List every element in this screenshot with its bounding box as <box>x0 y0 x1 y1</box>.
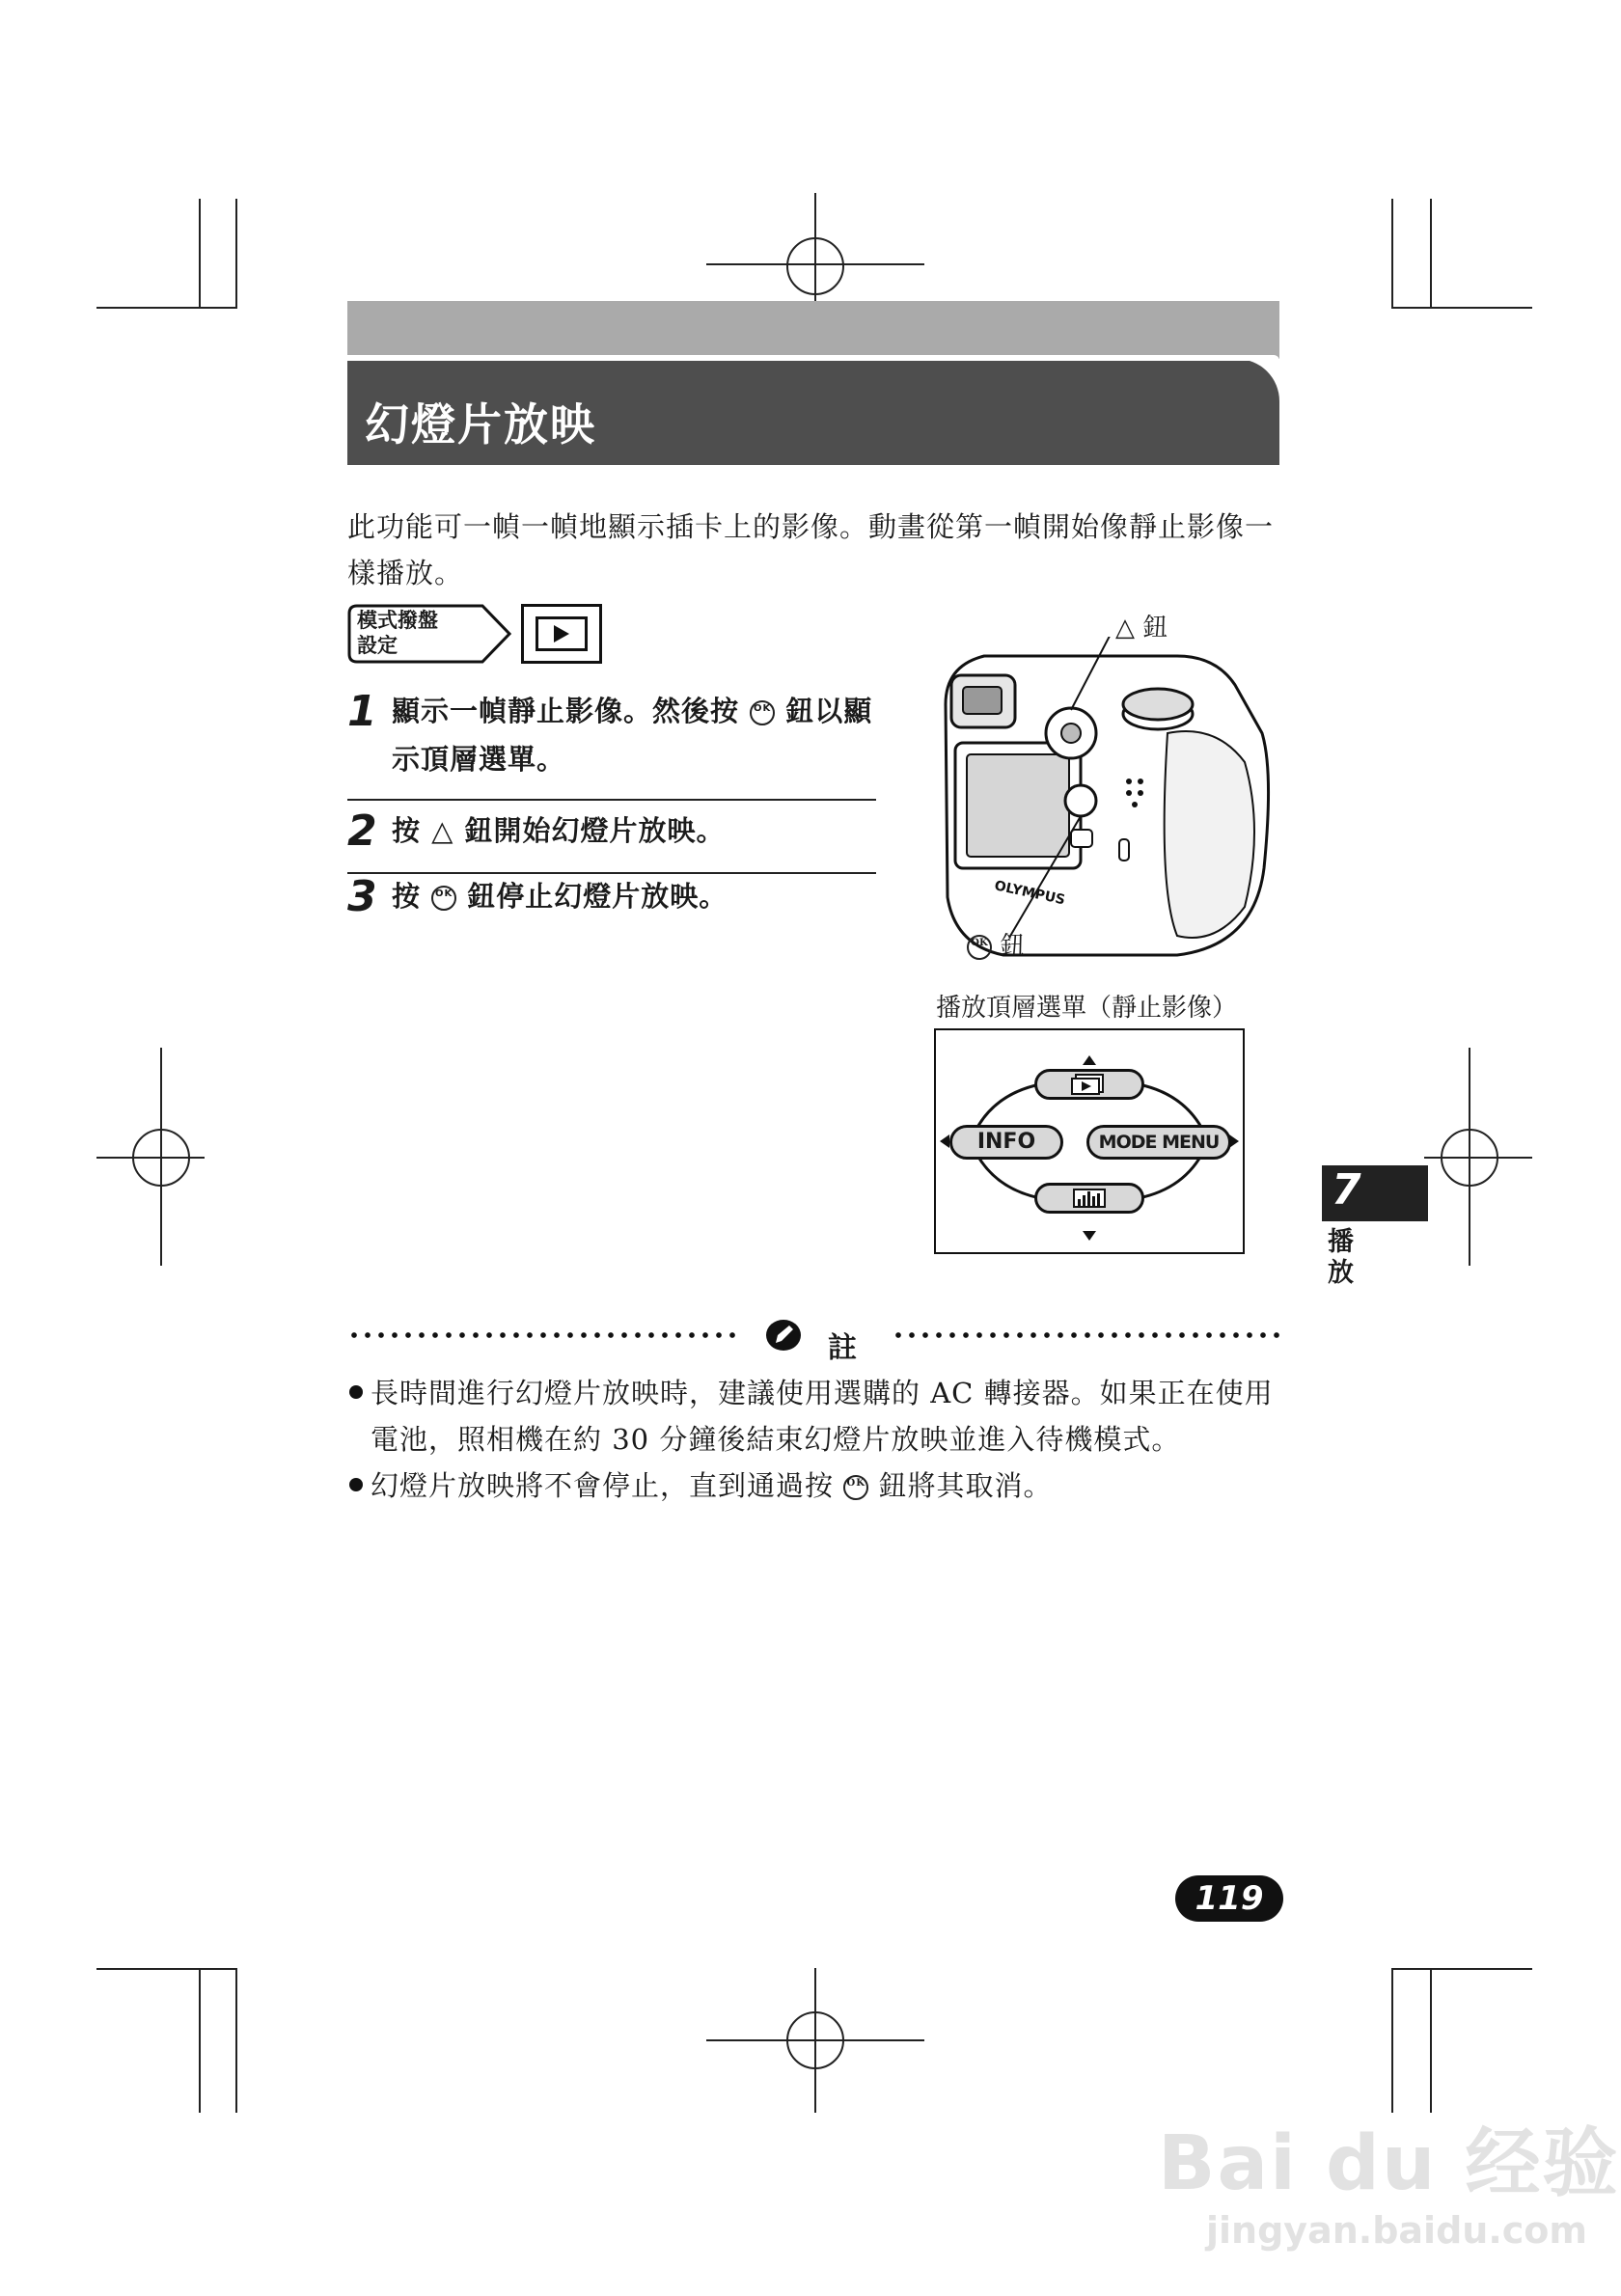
chapter-name: 播放 <box>1328 1227 1354 1288</box>
step-3-text: 按 OK 鈕停止幻燈片放映。 <box>392 880 728 913</box>
note-title: 註 <box>828 1331 857 1365</box>
mode-dial-label: 模式撥盤設定 <box>357 609 438 657</box>
info-menu-item: INFO <box>949 1125 1063 1160</box>
title-band-top <box>347 301 1279 359</box>
slideshow-icon <box>1034 1069 1144 1100</box>
note-divider-left <box>347 1331 743 1339</box>
step-1-number: 1 <box>347 687 377 736</box>
camera-brand: OLYMPUS <box>993 878 1067 909</box>
note-list <box>347 1370 1293 1509</box>
chapter-number: 7 <box>1332 1165 1361 1215</box>
histogram-icon <box>1034 1183 1144 1214</box>
step-2-text: 按 △ 鈕開始幻燈片放映。 <box>392 814 726 847</box>
step-2-number: 2 <box>347 806 377 856</box>
ok-button-icon: OK <box>431 886 456 911</box>
ok-button-icon: OK <box>967 935 992 960</box>
step-divider <box>347 799 876 801</box>
page-number: 119 <box>1195 1879 1264 1918</box>
note-item: 長時間進行幻燈片放映時，建議使用選購的 AC 轉接器。如果正在使用電池，照相機在約 30 分鐘後結束幻燈片放映並進入待機模式。 <box>347 1370 1293 1462</box>
step-1-text: 顯示一幀靜止影像。然後按 OK 鈕以顯示頂層選單。 <box>392 695 873 776</box>
playback-icon <box>521 604 602 664</box>
note-item: 幻燈片放映將不會停止，直到通過按 OK 鈕將其取消。 <box>347 1462 1293 1509</box>
watermark-logo: Bai du 经验 <box>1158 2120 1620 2207</box>
ok-button-icon: OK <box>750 700 775 725</box>
camera-illustration <box>926 637 1274 965</box>
mode-menu-item: MODE MENU <box>1086 1125 1231 1160</box>
intro-paragraph: 此功能可一幀一幀地顯示插卡上的影像。動畫從第一幀開始像靜止影像一樣播放。 <box>347 510 1275 589</box>
note-pencil-icon <box>764 1318 803 1353</box>
top-menu-diagram <box>934 1028 1245 1254</box>
watermark-url: jingyan.baidu.com <box>1206 2209 1587 2252</box>
ok-button-icon: OK <box>843 1475 868 1500</box>
up-button-label: △ 鈕 <box>1115 614 1168 642</box>
ok-button-label: OK 鈕 <box>967 926 1025 962</box>
note-divider-right <box>892 1331 1281 1339</box>
menu-diagram-caption: 播放頂層選單（靜止影像） <box>936 994 1238 1023</box>
page-title: 幻燈片放映 <box>365 398 596 451</box>
step-3-number: 3 <box>347 872 377 921</box>
mode-dial-chip <box>347 604 511 664</box>
